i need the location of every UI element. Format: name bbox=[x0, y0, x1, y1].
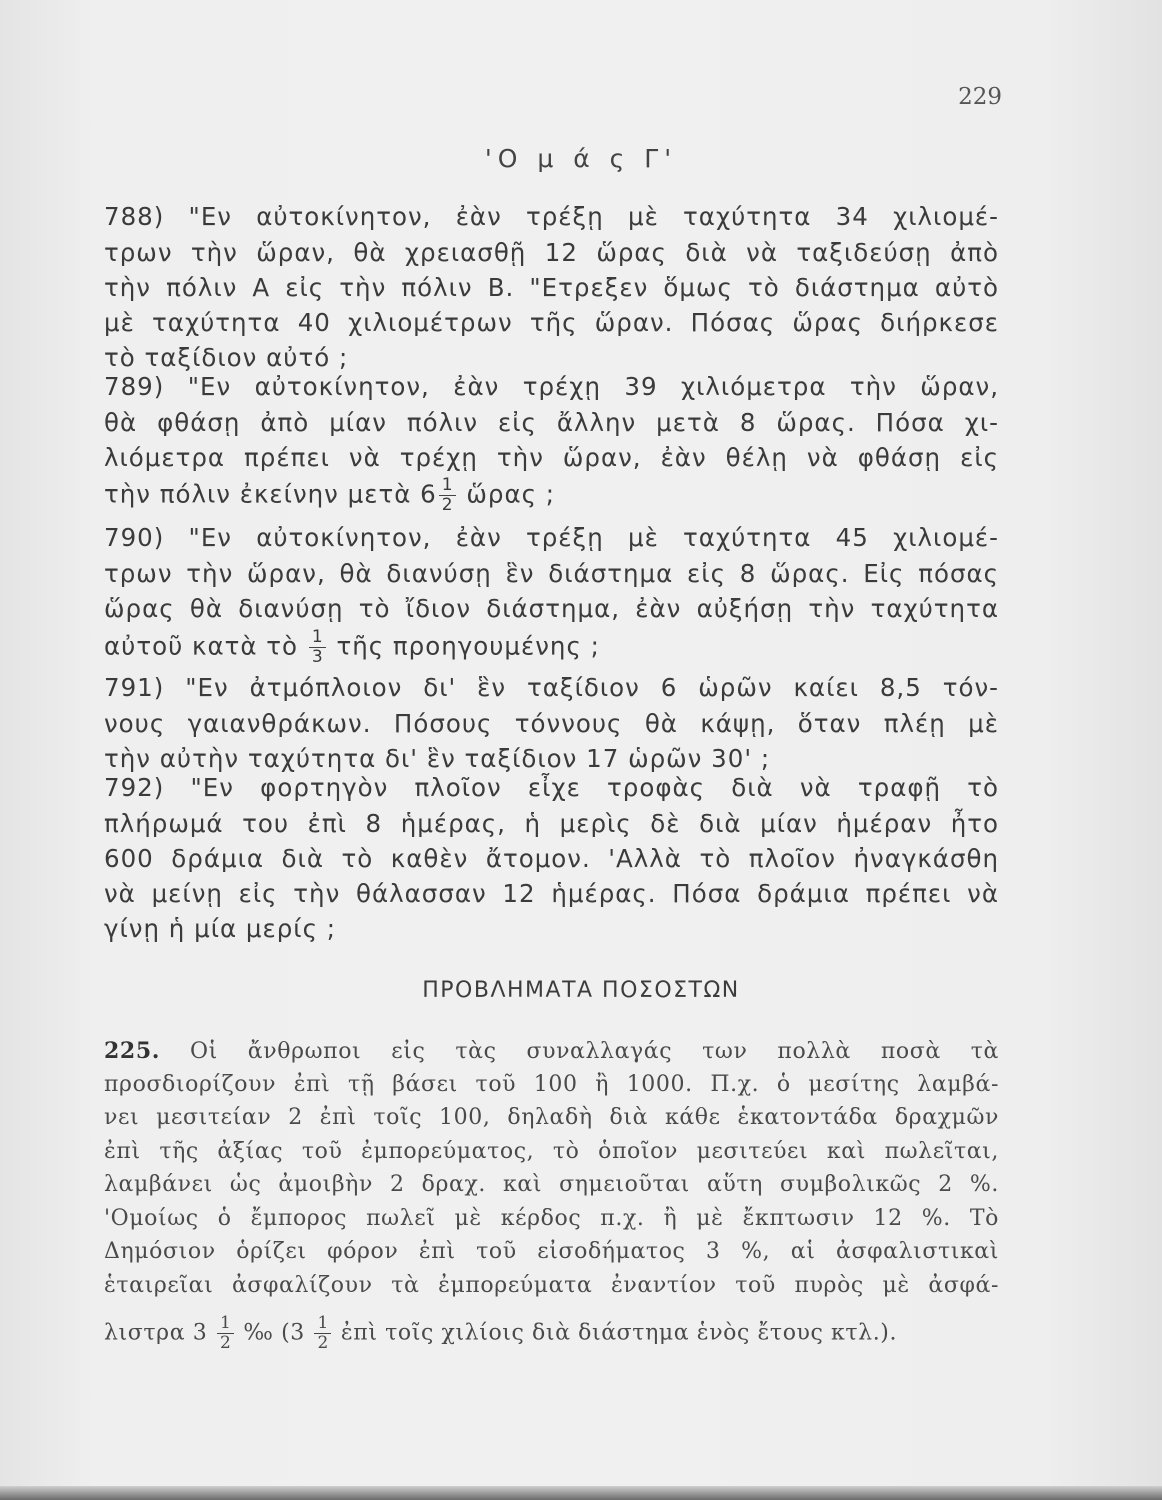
text-line: νει μεσιτείαν 2 ἐπὶ τοῖς 100, δηλαδὴ διὰ κάθε ἑκατοντάδα δραχμῶν bbox=[104, 1105, 999, 1130]
fraction bbox=[314, 1314, 331, 1353]
text-line bbox=[104, 1038, 999, 1064]
fraction bbox=[309, 628, 326, 667]
text-line: 791) "Εν ἀτμόπλοιον δι' ἓν ταξίδιον 6 ὡρῶν καίει 8,5 τόν- bbox=[104, 673, 999, 702]
text-line: 790) "Εν αὐτοκίνητον, ἐὰν τρέξῃ μὲ ταχύτητα 45 χιλιομέ- bbox=[104, 523, 999, 552]
text-line: νους γαιανθράκων. Πόσους τόννους θὰ κάψῃ, ὅταν πλέῃ μὲ bbox=[104, 709, 999, 738]
fraction-denominator: 2 bbox=[317, 1333, 329, 1353]
text-segment: τῆς προηγουμένης ; bbox=[336, 631, 600, 661]
text-line: λαμβάνει ὡς ἀμοιβὴν 2 δραχ. καὶ σημειοῦται αὕτη συμβολικῶς 2 %. bbox=[104, 1172, 999, 1197]
text-line: τὴν αὐτὴν ταχύτητα δι' ἓν ταξίδιον 17 ὡρῶν 30' ; bbox=[104, 744, 771, 773]
text-segment: ‰ (3 bbox=[243, 1320, 305, 1346]
text-segment: τὴν πόλιν ἐκείνην μετὰ 6 bbox=[104, 479, 437, 509]
text-line: τρων τὴν ὥραν, θὰ χρειασθῇ 12 ὥρας διὰ νὰ ταξιδεύσῃ ἀπὸ bbox=[104, 238, 999, 267]
text-line: 'Ομοίως ὁ ἔμπορος πωλεῖ μὲ κέρδος π.χ. ἢ μὲ ἔκπτωσιν 12 %. Τὸ bbox=[104, 1206, 999, 1231]
fraction-denominator: 2 bbox=[219, 1333, 231, 1353]
page-number: 229 bbox=[958, 84, 1002, 110]
text-line: τὸ ταξίδιον αὐτό ; bbox=[104, 343, 349, 372]
fraction-denominator: 2 bbox=[441, 495, 453, 515]
text-line: λιόμετρα πρέπει νὰ τρέχῃ τὴν ὥραν, ἐὰν θέλῃ νὰ φθάσῃ εἰς bbox=[104, 443, 999, 472]
text-line: νὰ μείνῃ εἰς τὴν θάλασσαν 12 ἡμέρας. Πόσα δράμια πρέπει νὰ bbox=[104, 879, 999, 908]
text-line: ἑταιρεῖαι ἀσφαλίζουν τὰ ἐμπορεύματα ἐναντίον τοῦ πυρὸς μὲ ἀσφά- bbox=[104, 1273, 999, 1298]
text-line: 600 δράμια διὰ τὸ καθὲν ἄτομον. 'Αλλὰ τὸ πλοῖον ἠναγκάσθη bbox=[104, 844, 999, 873]
text-segment: ὥρας ; bbox=[466, 479, 556, 509]
fraction-numerator: 1 bbox=[217, 1314, 234, 1334]
text-line: ὥρας θὰ διανύσῃ τὸ ἴδιον διάστημα, ἐὰν αὐξήσῃ τὴν ταχύτητα bbox=[104, 594, 999, 623]
text-segment: αὐτοῦ κατὰ τὸ bbox=[104, 631, 299, 661]
text-line: 788) "Εν αὐτοκίνητον, ἐὰν τρέξῃ μὲ ταχύτητα 34 χιλιομέ- bbox=[104, 202, 999, 231]
fraction bbox=[217, 1314, 234, 1353]
text-line: προσδιορίζουν ἐπὶ τῇ βάσει τοῦ 100 ἢ 1000. Π.χ. ὁ μεσίτης λαμβά- bbox=[104, 1072, 999, 1097]
text-line-with-fraction bbox=[104, 628, 999, 667]
fraction-numerator: 1 bbox=[439, 476, 456, 496]
text-segment: Οἱ ἄνθρωποι εἰς τὰς συναλλαγάς των πολλὰ ποσὰ τὰ bbox=[189, 1039, 1000, 1064]
text-line: 789) "Εν αὐτοκίνητον, ἐὰν τρέχῃ 39 χιλιόμετρα τὴν ὥραν, bbox=[104, 372, 999, 401]
group-title: 'Ο μ ά ς Γ' bbox=[484, 144, 678, 173]
text-line: τὴν πόλιν Α εἰς τὴν πόλιν Β. "Ετρεξεν ὅμως τὸ διάστημα αὐτὸ bbox=[104, 273, 999, 302]
text-line: Δημόσιον ὁρίζει φόρον ἐπὶ τοῦ εἰσοδήματος 3 %, αἱ ἀσφαλιστικαὶ bbox=[104, 1239, 999, 1264]
section-heading: ΠΡΟΒΛΗΜΑΤΑ ΠΟΣΟΣΤΩΝ bbox=[422, 978, 740, 1003]
text-line: ἐπὶ τῆς ἀξίας τοῦ ἐμπορεύματος, τὸ ὁποῖον μεσιτεύει καὶ πωλεῖται, bbox=[104, 1139, 999, 1164]
text-line: θὰ φθάσῃ ἀπὸ μίαν πόλιν εἰς ἄλλην μετὰ 8 ὥρας. Πόσα χι- bbox=[104, 408, 999, 437]
section-number: 225. bbox=[104, 1038, 160, 1064]
text-line: πλήρωμά του ἐπὶ 8 ἡμέρας, ἡ μερὶς δὲ διὰ μίαν ἡμέραν ἦτο bbox=[104, 809, 999, 838]
fraction-denominator: 3 bbox=[311, 647, 323, 667]
text-segment: λιστρα 3 bbox=[104, 1320, 208, 1346]
text-segment: ἐπὶ τοῖς χιλίοις διὰ διάστημα ἑνὸς ἔτους κτλ.). bbox=[340, 1320, 898, 1346]
text-line: τρων τὴν ὥραν, θὰ διανύσῃ ἓν διάστημα εἰς 8 ὥρας. Εἰς πόσας bbox=[104, 559, 999, 588]
text-line-with-fraction bbox=[104, 476, 999, 515]
fraction-numerator: 1 bbox=[309, 628, 326, 648]
text-line-with-fractions bbox=[104, 1314, 999, 1353]
page-bottom-edge bbox=[0, 1486, 1162, 1500]
text-line: μὲ ταχύτητα 40 χιλιομέτρων τῆς ὥραν. Πόσας ὥρας διήρκεσε bbox=[104, 308, 999, 337]
fraction bbox=[439, 476, 456, 515]
text-line: γίνῃ ἡ μία μερίς ; bbox=[104, 914, 337, 943]
text-line: 792) "Εν φορτηγὸν πλοῖον εἶχε τροφὰς διὰ νὰ τραφῇ τὸ bbox=[104, 773, 999, 802]
fraction-numerator: 1 bbox=[314, 1314, 331, 1334]
